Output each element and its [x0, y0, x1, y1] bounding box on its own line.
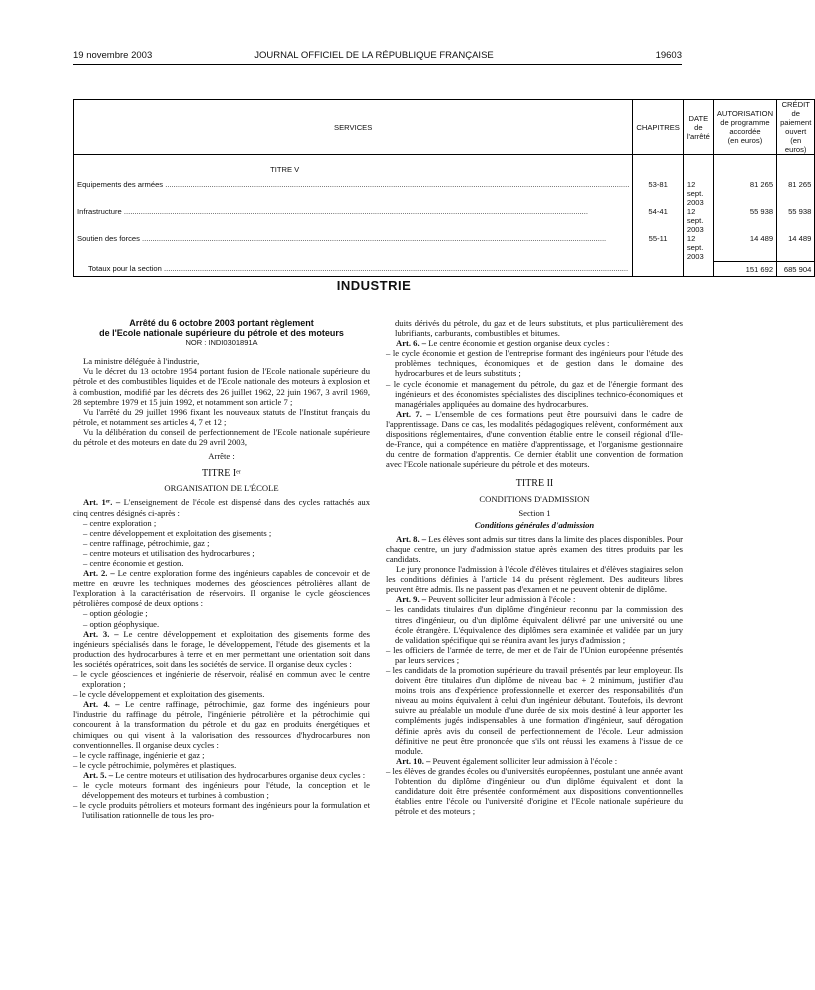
header-journal: JOURNAL OFFICIEL DE LA RÉPUBLIQUE FRANÇAISE	[254, 50, 494, 61]
section-heading: Section 1	[518, 507, 551, 518]
para: Le jury prononce l'admission à l'école d'élèves titulaires et d'élèves stagiaires selon les conditions définies à l'article 14 du présent règlement. Des auditeurs libres peuvent être admis. Ils ne passent pas d'examen et ne peuvent obtenir de diplôme.	[386, 564, 683, 595]
list-item: – centre développement et exploitation des gisements ;	[83, 527, 272, 538]
para: Vu l'arrêté du 29 juillet 1996 fixant les nouveaux statuts de l'Institut français du pétrole, et notamment ses articles 4, 7 et 12 ;	[73, 406, 370, 427]
table-total-row: Totaux pour la section ..... 151 692 685 904	[74, 261, 815, 277]
section-name: Conditions générales d'admission	[474, 519, 595, 530]
col-header-credit: CRÉDIT de paiement ouvert (en euros)	[777, 100, 815, 155]
para: Vu la délibération du conseil de perfectionnement de l'Ecole nationale supérieure du pétrole et des moteurs en date du 29 avril 2003,	[73, 426, 370, 448]
left-column: Arrêté du 6 octobre 2003 portant règlement de l'Ecole nationale supérieure du pétrole et des moteurs NOR : INDI0301891A La ministre déléguée à l'industrie, Vu le décret du 13 octobre 1954 portant fusion de l'Ecole nationale supérieure du pétrole et des combustibles liquides et de l'Ecole nationale des moteurs à explosion et à combustion, modifié par les décrets des 26 juillet 1962, 22 juin 1967, 3 avril 1969, 28 septembre 1979 et 15 juin 1992, et notamment son article 7 ; Vu l'arrêté du 29 juillet 1996 fixant les nouveaux statuts de l'Institut français du pétrole, et notamment ses articles 4, 7 et 12 ; Vu la délibération du conseil de perfectionnement de l'Ecole nationale supérieure du pétrole et des moteurs en date du 29 avril 2003, Arrête : TITRE Iᵉʳ ORGANISATION DE L'ÉCOLE Art. 1ᵉʳ. – L'enseignement de l'école est dispensé dans des cycles rattachés aux cinq centres désignés ci-après : – centre exploration ; – centre développement et exploitation des gisements ; – centre raffinage, pétrochimie, gaz ; – centre moteurs et utilisation des hydrocarbures ; – centre économie et gestion. Art. 2. – Le centre exploration forme des ingénieurs capables de concevoir et de mettre en œuvre les techniques modernes des géosciences pétrolières allant de l'exploration à la caractérisation de réservoirs. Il organise le cycle géosciences pétrolières composé de deux options : – option géologie ; – option géophysique. Art. 3. – Le centre développement et exploitation des gisements forme des ingénieurs spécialisés dans le forage, le développement, l'étude des gisements et la production des hydrocarbures à terre et en mer permettant une orientation soit dans les sociétés opératrices, soit dans les sociétés de service. Il organise deux cycles : – le cycle géosciences et ingénierie de réservoir, réalisé en commun avec le centre exploration ; – le cycle développement et exploitation des gisements. Art. 4. – Le centre raffinage, pétrochimie, gaz forme des ingénieurs pour l'industrie du raffinage du pétrole, l'ingénierie pétrolière et la pétrochimie qui concourent à la transformation du pétrole et du gaz en produits énergétiques et chimiques ou qui visent à la valorisation des ressources d'hydrocarbures non conventionnelles. Il organise deux cycles : – le cycle raffinage, ingénierie et gaz ; – le cycle pétrochimie, polymères et plastiques. Art. 5. – Le centre moteurs et utilisation des hydrocarbures organise deux cycles : – le cycle moteurs formant des ingénieurs pour l'étude, la conception et le développement des moteurs et turbines à combustion ; – le cycle produits pétroliers et moteurs formant des ingénieurs pour la formulation et l'utilisation rationnelle de tous les pro-	[73, 318, 370, 821]
article-label: Art. 4. –	[83, 699, 120, 710]
list-item: – option géophysique.	[83, 618, 160, 629]
list-item: – option géologie ;	[83, 608, 148, 619]
right-column: duits dérivés du pétrole, du gaz et de leurs substituts, et plus particulièrement des lubrifiants, carburants, combustibles et bitumes. Art. 6. – Le centre économie et gestion organise deux cycles : – le cycle économie et gestion de l'entreprise formant des ingénieurs pour l'étude des problèmes techniques, économiques et de gestion dans le domaine des hydrocarbures et de leurs substituts ; – le cycle économie et management du pétrole, du gaz et de l'énergie formant des ingénieurs et des économistes spécialistes des disciplines technico-économiques et managériales appliquées au domaine des hydrocarbures. Art. 7. – L'ensemble de ces formations peut être poursuivi dans le cadre de l'apprentissage. Dans ce cas, les modalités pédagogiques relèvent, conformément aux dispositions réglementaires, d'une convention établie entre le conseil régional d'Ile-de-France, qui a compétence en matière d'apprentissage, et l'organisme gestionnaire du centre de formation d'apprentis. Ce dernier établit une convention de formation avec l'Ecole nationale supérieure du pétrole et des moteurs. TITRE II CONDITIONS D'ADMISSION Section 1 Conditions générales d'admission Art. 8. – Les élèves sont admis sur titres dans la limite des places disponibles. Pour chaque centre, un jury d'admission statue après examen des titres produits par les candidats. Le jury prononce l'admission à l'école d'élèves titulaires et d'élèves stagiaires selon les conditions définies à l'article 14 du présent règlement. Des auditeurs libres peuvent être admis. Ils ne passent pas d'examen et ne peuvent obtenir de diplôme. Art. 9. – Peuvent solliciter leur admission à l'école : – les candidats titulaires d'un diplôme d'ingénieur reconnu par la commission des titres d'ingénieur, ou d'un diplôme équivalent délivré par une université ou une école étrangère. L'équivalence des diplômes sera examinée et validée par un jury de validation spécifique qui se réunira avant les jurys d'admission ; – les officiers de l'armée de terre, de mer et de l'air de l'Union européenne présentés par leurs services ; – les candidats de la promotion supérieure du travail présentés par leur employeur. Ils doivent être titulaires d'un diplôme de niveau bac + 2 minimum, justifier d'au moins trois ans d'expérience professionnelle et exercer des responsabilités d'un niveau au moins équivalent à celui d'un ingénieur débutant. Toutefois, ils devront suivre au préalable un module d'une durée de six mois destiné à leur apporter les compléments jugés indispensables à une formation d'ingénieur, sauf dérogation définie après avis du conseil de perfectionnement de l'école. Leur admission définitive ne peut être prononcée que s'ils ont réussi les examens à l'issue de ce module. Art. 10. – Peuvent également solliciter leur admission à l'école : – les élèves de grandes écoles ou d'universités européennes, postulant une année avant l'obtention du diplôme d'ingénieur ou d'un diplôme équivalent et dont la candidature doit être présentée conformément aux dispositions conventionnelles établies entre l'école ou l'université d'origine et l'Ecole nationale supérieure du pétrole et des moteurs ;	[386, 318, 684, 817]
table-row: Infrastructure ..... 54-41 12 sept. 2003 55 938 55 938	[74, 207, 815, 234]
list-item: – centre moteurs et utilisation des hydrocarbures ;	[83, 547, 255, 558]
titre-heading: TITRE II	[515, 478, 554, 490]
arrete-title-line2: de l'Ecole nationale supérieure du pétrole et des moteurs	[99, 328, 344, 339]
budget-table	[73, 99, 815, 277]
table-row: Soutien des forces ..... 55-11 12 sept. 2003 14 489 14 489	[74, 234, 815, 261]
section-title: INDUSTRIE	[336, 278, 412, 293]
article-label: Art. 7. –	[396, 408, 431, 419]
col-header-date: DATE de l'arrêté	[683, 100, 713, 155]
article-label: Art. 6. –	[396, 338, 427, 349]
article-label: Art. 8. –	[396, 533, 427, 544]
titre-name: ORGANISATION DE L'ÉCOLE	[164, 483, 279, 494]
list-item: – les officiers de l'armée de terre, de mer et de l'air de l'Union européenne présentés par leurs services ;	[386, 644, 683, 665]
list-item: – les candidats titulaires d'un diplôme d'ingénieur reconnu par la commission des titres d'ingénieur, ou d'un diplôme équivalent délivré par une université ou une école étrangère. L'équivalence des diplômes sera examinée et validée par un jury de validation spécifique qui se réunira avant les jurys d'admission ;	[386, 604, 683, 645]
list-item: – centre économie et gestion.	[83, 557, 184, 568]
titre-heading: TITRE Iᵉʳ	[202, 468, 241, 480]
header-rule	[73, 64, 682, 65]
list-item: – le cycle moteurs formant des ingénieurs pour l'étude, la conception et le développement des moteurs et turbines à combustion ;	[73, 780, 370, 801]
list-item: – les candidats de la promotion supérieure du travail présentés par leur employeur. Ils doivent être titulaires d'un diplôme de niveau bac + 2 minimum, justifier d'au moins trois ans d'expérience professionnelle et exercer des responsabilités d'un niveau au moins équivalent à celui d'un ingénieur débutant. Toutefois, ils devront suivre au préalable un module d'une durée de six mois destiné à leur apporter les compléments jugés indispensables à une formation d'ingénieur, sauf dérogation définie après avis du conseil de perfectionnement de l'école. Leur admission définitive ne peut être prononcée que s'ils ont réussi les examens à l'issue de ce module.	[386, 665, 683, 756]
titre-name: CONDITIONS D'ADMISSION	[479, 493, 590, 504]
list-item: – le cycle pétrochimie, polymères et plastiques.	[73, 759, 237, 770]
arrete-label: Arrête :	[208, 451, 235, 462]
col-header-chapitres: CHAPITRES	[633, 100, 683, 155]
nor-reference: NOR : INDI0301891A	[185, 338, 258, 348]
table-row: Equipements des armées ..... 53-81 12 sept. 2003 81 265 81 265	[74, 180, 815, 207]
para: La ministre déléguée à l'industrie,	[83, 356, 200, 367]
list-item: – le cycle produits pétroliers et moteurs formant des ingénieurs pour la formulation et l'utilisation rationnelle de tous les pro-	[73, 800, 370, 821]
article-label: Art. 2. –	[83, 568, 115, 579]
article-label: Art. 10. –	[396, 755, 431, 766]
list-item: – centre raffinage, pétrochimie, gaz ;	[83, 537, 210, 548]
list-item: – le cycle économie et management du pétrole, du gaz et de l'énergie formant des ingénieurs et des économistes spécialistes des disciplines technico-économiques et managériales appliquées au domaine des hydrocarbures.	[386, 378, 683, 409]
para: duits dérivés du pétrole, du gaz et de leurs substituts, et plus particulièrement des lubrifiants, carburants, combustibles et bitumes.	[395, 318, 683, 339]
list-item: – le cycle économie et gestion de l'entreprise formant des ingénieurs pour l'étude des problèmes techniques, économiques et de gestion dans le domaine des hydrocarbures et de leurs substituts ;	[386, 348, 683, 379]
header-page-number: 19603	[655, 50, 682, 61]
list-item: – le cycle développement et exploitation des gisements.	[73, 689, 265, 700]
list-item: – centre exploration ;	[83, 517, 157, 528]
article-label: Art. 1ᵉʳ. –	[83, 497, 121, 508]
article-label: Art. 5. –	[83, 769, 114, 780]
table-titre: TITRE V	[74, 155, 633, 181]
article-label: Art. 3. –	[83, 628, 119, 639]
list-item: – le cycle raffinage, ingénierie et gaz ;	[73, 749, 205, 760]
col-header-services: SERVICES	[74, 100, 633, 155]
list-item: – le cycle géosciences et ingénierie de réservoir, réalisé en commun avec le centre exploration ;	[73, 669, 370, 690]
col-header-autorisation: AUTORISATION de programme accordée (en euros)	[713, 100, 776, 155]
arrete-title-line1: Arrêté du 6 octobre 2003 portant règlement	[129, 318, 314, 328]
article-label: Art. 9. –	[396, 594, 427, 605]
para: Vu le décret du 13 octobre 1954 portant fusion de l'Ecole nationale supérieure du pétrole et des combustibles liquides et de l'Ecole nationale des moteurs à explosion et à combustion, modifié par les décrets des 26 juillet 1962, 22 juin 1967, 3 avril 1969, 28 septembre 1979 et 15 juin 1992, et notamment son article 7 ;	[73, 366, 370, 407]
header-date: 19 novembre 2003	[73, 50, 153, 61]
list-item: – les élèves de grandes écoles ou d'universités européennes, postulant une année avant l'obtention du diplôme d'ingénieur ou d'un diplôme équivalent et dont la candidature doit être présentée conformément aux dispositions conventionnelles établies entre l'école ou l'université d'origine et l'Ecole nationale supérieure du pétrole et des moteurs ;	[386, 765, 683, 817]
